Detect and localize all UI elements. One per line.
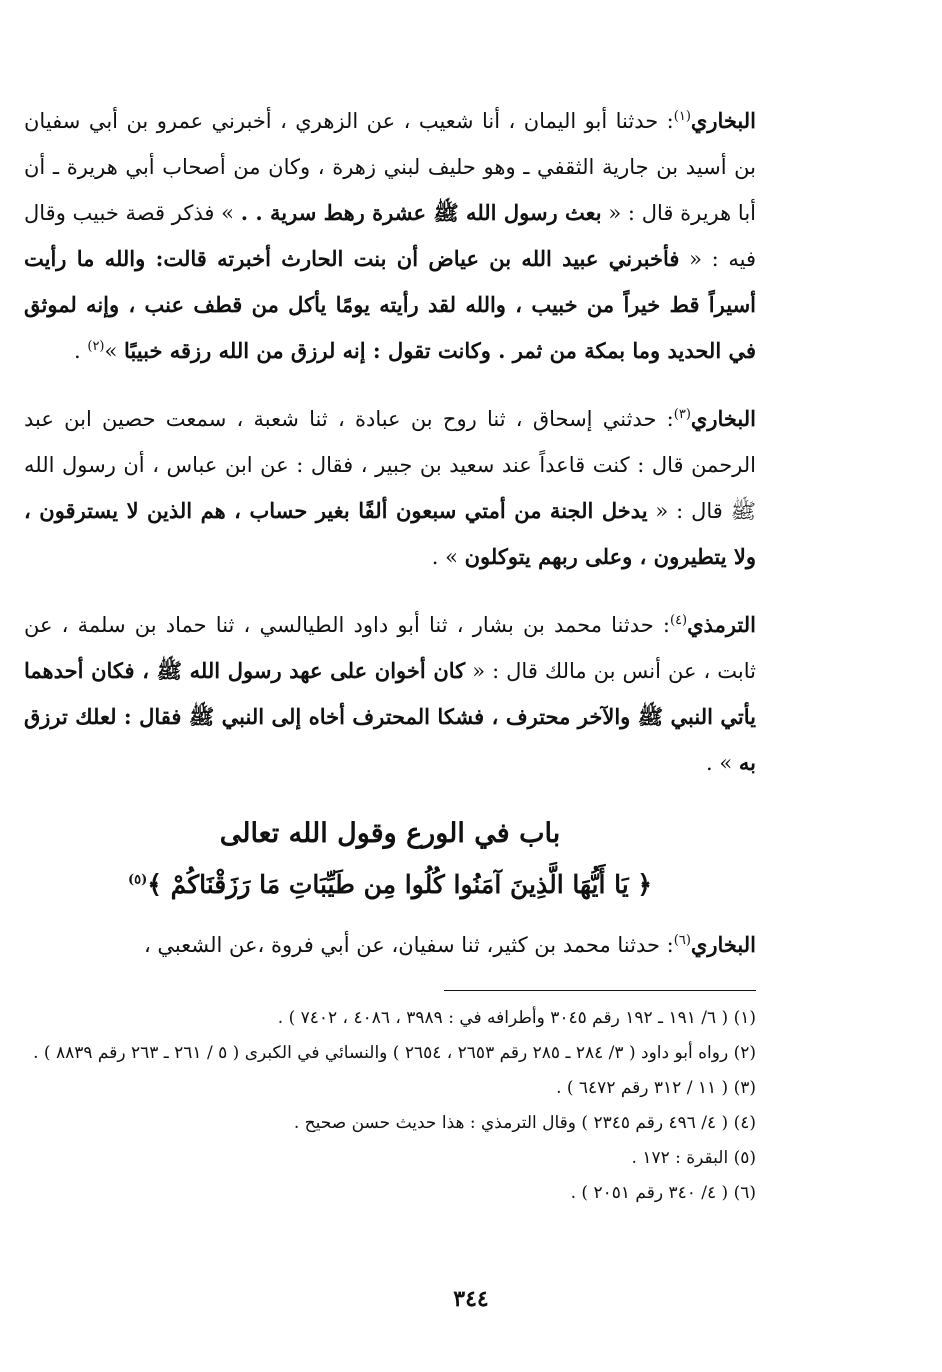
- connector-text: » فذكر قصة خبيب وقال فيه : «: [24, 201, 756, 271]
- isnad-text: : حدثني إسحاق ، ثنا روح بن عبادة ، ثنا شعبة ، سمعت حصين ابن عبد الرحمن قال : كنت قاعداً عند سعيد بن جبير ، فقال : عن ابن عباس ، أن رسول الله ﷺ قال : «: [24, 407, 756, 523]
- isnad-text: : حدثنا محمد بن كثير، ثنا سفيان، عن أبي فروة ،عن الشعبي ،: [143, 933, 674, 957]
- quote-close: » .: [706, 751, 739, 775]
- isnad-text: : حدثنا محمد بن بشار ، ثنا أبو داود الطيالسي ، ثنا حماد بن سلمة ، عن ثابت ، عن أنس بن مالك قال : «: [24, 613, 756, 683]
- footnote-item: (١) ( ٦/ ١٩١ ـ ١٩٢ رقم ٣٠٤٥ وأطرافه في : ٣٩٨٩ ، ٤٠٨٦ ، ٧٤٠٢ ) .: [277, 1008, 756, 1028]
- footnote-ref[interactable]: (١): [673, 109, 691, 124]
- footnote-item: (٣) ( ١١ / ٣١٢ رقم ٦٤٧٢ ) .: [556, 1078, 756, 1098]
- footnote-ref[interactable]: (٤): [669, 613, 688, 628]
- footnote-item: (٢) رواه أبو داود ( ٣/ ٢٨٤ ـ ٢٨٥ رقم ٢٦٥٣ ، ٢٦٥٤ ) والنسائي في الكبرى ( ٥ / ٢٦١ ـ ٢٦٣ رقم ٨٨٣٩ ) .: [33, 1043, 756, 1063]
- hadith-quote: يدخل الجنة من أمتي سبعون ألفًا بغير حساب ، هم الذين لا يسترقون ، ولا يتطيرون ، وعلى ربهم يتوكلون: [24, 498, 756, 569]
- footnotes-list: [24, 1001, 756, 1211]
- hadith-quote: بعث رسول الله ﷺ عشرة رهط سرية . .: [240, 200, 602, 225]
- footnote-divider: [444, 990, 756, 991]
- footnote-item: (٤) ( ٤/ ٤٩٦ رقم ٢٣٤٥ ) وقال الترمذي : هذا حديث حسن صحيح .: [293, 1113, 756, 1133]
- footnote-ref[interactable]: (٥): [127, 872, 148, 888]
- chapter-heading: باب في الورع وقول الله تعالى: [219, 818, 561, 849]
- narrator-source: البخاري: [690, 406, 756, 431]
- quran-verse: [24, 860, 756, 910]
- narrator-source: البخاري: [690, 108, 756, 133]
- sentence-end: .: [74, 339, 88, 363]
- quote-close: »: [104, 339, 125, 363]
- footnote-item: (٦) ( ٤/ ٣٤٠ رقم ٢٠٥١ ) .: [570, 1183, 756, 1203]
- hadith-quote: كان أخوان على عهد رسول الله ﷺ ، فكان أحدهما يأتي النبي ﷺ والآخر محترف ، فشكا المحترف أخاه إلى النبي ﷺ فقال : لعلك ترزق به: [24, 658, 756, 775]
- footnote-ref[interactable]: (٣): [673, 407, 691, 422]
- quote-close: » .: [431, 545, 465, 569]
- page-number: ٣٤٤: [453, 1286, 489, 1312]
- hadith-paragraph-2: [24, 396, 756, 580]
- footnote-ref[interactable]: (٦): [673, 933, 691, 948]
- hadith-paragraph-4: [24, 922, 756, 968]
- hadith-paragraph-3: [24, 602, 756, 786]
- footnote-ref[interactable]: (٢): [87, 339, 105, 354]
- isnad-text: : حدثنا أبو اليمان ، أنا شعيب ، عن الزهري ، أخبرني عمرو بن أبي سفيان بن أسيد بن جارية الثقفي ـ وهو حليف لبني زهرة ، وكان من أصحاب أبي هريرة ـ أن أبا هريرة قال : «: [24, 109, 756, 225]
- hadith-paragraph-1: [24, 98, 756, 374]
- verse-text: ﴿ يَا أَيُّهَا الَّذِينَ آمَنُوا كُلُوا مِن طَيِّبَاتِ مَا رَزَقْنَاكُمْ ﴾: [147, 870, 653, 899]
- hadith-quote: فأخبرني عبيد الله بن عياض أن بنت الحارث أخبرته قالت: والله ما رأيت أسيراً قط خيراً من خبيب ، والله لقد رأيته يومًا يأكل من قطف عنب ، وإنه لموثق في الحديد وما بمكة من ثمر . وكانت تقول : إنه لرزق من الله رزقه خبيبًا: [24, 246, 756, 363]
- narrator-source: الترمذي: [687, 612, 756, 637]
- footnote-item: (٥) البقرة : ١٧٢ .: [631, 1148, 756, 1168]
- narrator-source: البخاري: [690, 932, 756, 957]
